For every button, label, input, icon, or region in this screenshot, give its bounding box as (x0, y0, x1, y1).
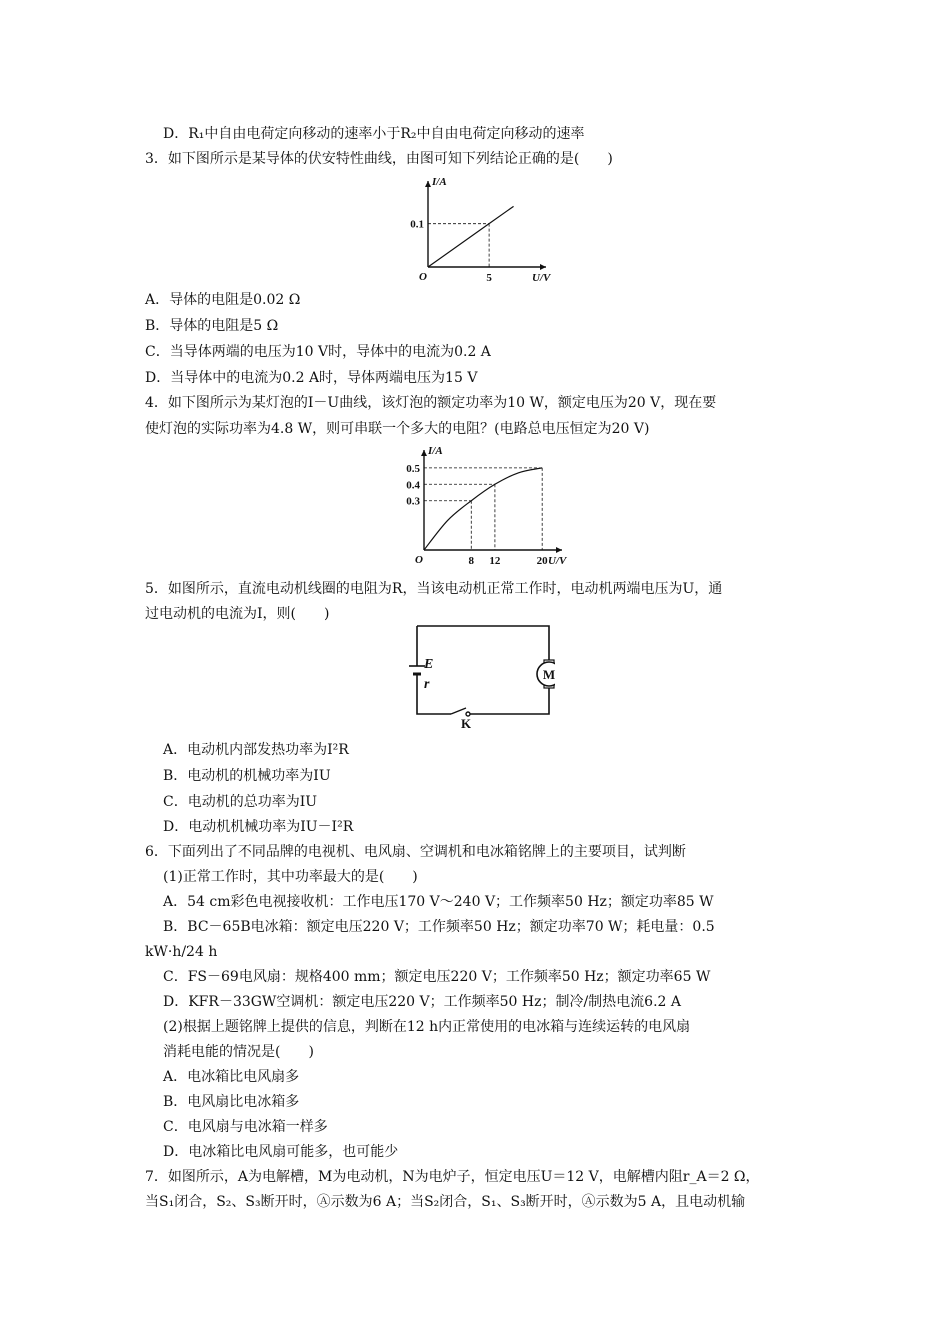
q3-option-a: A．导体的电阻是0.02 Ω (145, 292, 301, 308)
y-axis-arrow (421, 450, 427, 456)
origin-label: O (419, 271, 427, 283)
q5-option-d: D．电动机机械功率为IU－I²R (163, 819, 354, 835)
q6-part2-option-d: D．电冰箱比电风扇可能多，也可能少 (163, 1144, 399, 1160)
x-tick-label: 20 (536, 555, 548, 566)
battery-symbol (409, 666, 425, 684)
y-tick-label: 0.3 (406, 495, 420, 508)
y-axis-label: I/A (432, 176, 447, 188)
q5-circuit-diagram (405, 622, 555, 732)
q4-lamp-iv-chart (392, 440, 582, 566)
q5-stem-line1: 5．如图所示，直流电动机线圈的电阻为R，当该电动机正常工作时，电动机两端电压为U，通 (145, 581, 723, 597)
q6-option-b-line1: B．BC－65B电冰箱：额定电压220 V；工作频率50 Hz；额定功率70 W；耗电量：0.5 (163, 919, 715, 935)
q6-stem-line1: 6．下面列出了不同品牌的电视机、电风扇、空调机和电冰箱铭牌上的主要项目，试判断 (145, 844, 686, 860)
circuit-wires (417, 626, 549, 714)
q6-part2-option-a: A．电冰箱比电风扇多 (163, 1069, 300, 1085)
y-axis-arrow (425, 181, 431, 187)
q6-part2-stem-line2: 消耗电能的情况是( ) (163, 1044, 314, 1060)
q5-option-b: B．电动机的机械功率为IU (163, 768, 331, 784)
motor-label: M (542, 667, 555, 682)
x-tick-label: 8 (468, 555, 475, 566)
q2-option-d: D．R₁中自由电荷定向移动的速率小于R₂中自由电荷定向移动的速率 (163, 126, 585, 142)
switch-symbol (451, 708, 470, 716)
q6-part2-option-c: C．电风扇与电冰箱一样多 (163, 1119, 328, 1135)
battery-internal-label: r (424, 677, 430, 692)
q6-part2-stem-line1: (2)根据上题铭牌上提供的信息，判断在12 h内正常使用的电冰箱与连续运转的电风扇 (163, 1019, 691, 1035)
q6-stem-line2: (1)正常工作时，其中功率最大的是( ) (163, 869, 418, 885)
q6-option-b-line2: kW·h/24 h (145, 944, 218, 960)
q3-iv-chart (400, 172, 580, 284)
q5-option-a: A．电动机内部发热功率为I²R (163, 742, 349, 758)
x-axis-label: U/V (548, 555, 567, 566)
switch-label: K (461, 716, 472, 731)
x-axis-arrow (556, 547, 562, 553)
x-tick-label: 12 (489, 555, 501, 566)
q3-option-c: C．当导体两端的电压为10 V时，导体中的电流为0.2 A (145, 344, 491, 360)
q6-option-c: C．FS－69电风扇：规格400 mm；额定电压220 V；工作频率50 Hz；额定功率65 W (163, 969, 711, 985)
y-axis-label: I/A (428, 445, 443, 457)
x-axis-label: U/V (532, 272, 551, 284)
q7-stem-line2: 当S₁闭合，S₂、S₃断开时，Ⓐ示数为6 A；当S₂闭合，S₁、S₃断开时，Ⓐ示数为5 A，且电动机输 (145, 1194, 746, 1210)
q6-option-a: A．54 cm彩色电视接收机：工作电压170 V～240 V；工作频率50 Hz；额定功率85 W (163, 894, 714, 910)
q6-option-d: D．KFR－33GW空调机：额定电压220 V；工作频率50 Hz；制冷/制热电流6.2 A (163, 994, 681, 1010)
iv-curve (424, 468, 542, 550)
q4-stem-line1: 4．如下图所示为某灯泡的I－U曲线，该灯泡的额定功率为10 W，额定电压为20 V，现在要 (145, 395, 717, 411)
battery-emf-label: E (424, 657, 434, 672)
q3-stem: 3．如下图所示是某导体的伏安特性曲线，由图可知下列结论正确的是( ) (145, 151, 613, 167)
x-tick-label: 5 (486, 272, 492, 284)
y-tick-label: 0.4 (406, 479, 420, 492)
q5-option-c: C．电动机的总功率为IU (163, 794, 318, 810)
q5-stem-line2: 过电动机的电流为I，则( ) (145, 606, 330, 622)
q3-option-d: D．当导体中的电流为0.2 A时，导体两端电压为15 V (145, 370, 478, 386)
origin-label: O (415, 554, 423, 566)
q6-part2-option-b: B．电风扇比电冰箱多 (163, 1094, 300, 1110)
q3-option-b: B．导体的电阻是5 Ω (145, 318, 279, 334)
y-tick-label: 0.1 (410, 218, 424, 231)
x-axis-arrow (540, 264, 546, 270)
y-tick-label: 0.5 (406, 462, 420, 475)
iv-curve (428, 206, 514, 267)
q4-stem-line2: 使灯泡的实际功率为4.8 W，则可串联一个多大的电阻？(电路总电压恒定为20 V) (145, 421, 650, 437)
q7-stem-line1: 7．如图所示，A为电解槽，M为电动机，N为电炉子，恒定电压U＝12 V，电解槽内阻r_A＝2 Ω， (145, 1169, 760, 1185)
